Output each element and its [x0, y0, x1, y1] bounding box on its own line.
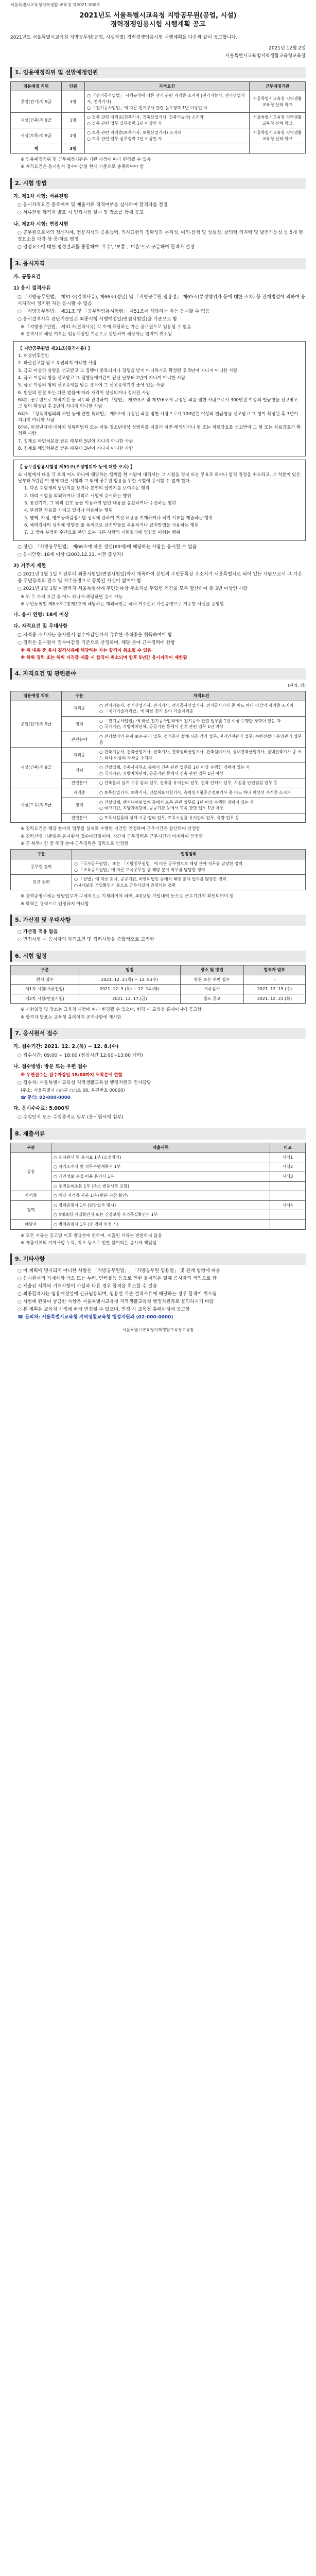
- cell-workplace: 서울특별시교육청 지역생활교육청 산하 학교: [250, 113, 306, 128]
- cell-date: 2021. 12. 17.(금): [79, 994, 181, 1004]
- col-kind: 구분: [11, 1143, 51, 1153]
- paragraph: ○ 자격증 소지자는 응시원서 접수마감일까지 유효한 자격증을 취득하여야 함: [17, 632, 172, 638]
- cell-kind: 민간 경력: [11, 875, 72, 890]
- cell-requirements: ○ 건축 관련 자격증(건축기사, 건축산업기사, 건축기능사) 소지자 ○ 건축 관련 업무 실무경력 1년 이상인 자: [85, 113, 250, 128]
- cell-kind: 관련분야: [62, 813, 97, 823]
- footer-org: 서울특별시교육청지역생활교육청교육장: [122, 1328, 194, 1333]
- cell-text: ○ 건축기능사, 건축산업기사, 건축기사, 건축설비산업기사, 건축설비기사, 실내건축산업기사, 실내건축기사 중 어느 하나 이상의 자격증 소지자: [97, 748, 306, 763]
- cell-document: ○ 경력증명서 1부 (담당업무 명시): [51, 1200, 270, 1210]
- cell-document: ○ 응시원서 및 응시표 1부 (소정양식): [51, 1153, 270, 1162]
- paragraph: ○ 접수시간: 09:00 ~ 18:00 (점심시간 12:00~13:00 제외): [17, 1053, 143, 1058]
- note: ※ 경력증명서에는 담당업무가 구체적으로 기재되어야 하며, 4대보험 가입내역 등으로 근무기간이 확인되어야 함: [21, 894, 234, 900]
- cell-kind: 공무원 경력: [11, 859, 72, 874]
- paragraph: ○ 최종합격자는 임용예정일에 신규임용되며, 임용일 기준 결격사유에 해당하는 경우 합격이 취소됨: [17, 1292, 217, 1297]
- col-workplace: 근무예정기관: [250, 81, 306, 91]
- section-3-title: 3. 응시자격: [10, 258, 306, 269]
- paragraph: ○ 평정요소에 대한 평정결과를 종합하여 '우수', '보통', '미흡'으로 구분하여 합격자 결정: [17, 245, 195, 250]
- box-line: 6. 법원의 판결 또는 다른 법률에 따라 자격이 상실되거나 정지된 사람: [18, 390, 150, 396]
- col-scope: 인정범위: [72, 850, 306, 859]
- subsection-title: 나. 응시 연령: 18세 이상: [13, 612, 69, 618]
- note: ※ 경력산정 기준일은 응시원서 접수마감일이며, 시간제 근무경력은 근무시간에 비례하여 인정함: [21, 834, 203, 839]
- cell-kind: 경력: [11, 1200, 51, 1219]
- paragraph: ○ 본 계획은 교육청 사정에 따라 변경될 수 있으며, 변경 시 교육청 홈페이지에 공고함: [17, 1307, 190, 1313]
- address: (주소: 서울특별시 ○○구 ○○로 00, 우편번호 00000): [21, 1088, 125, 1093]
- positions-table: [10, 81, 306, 154]
- title-line-2: 경력경쟁임용시험 시행계획 공고: [110, 21, 206, 29]
- cell-kind: 자격증: [11, 1191, 51, 1201]
- cell-place: 방문 또는 우편 접수: [180, 975, 243, 985]
- table-row: [11, 994, 306, 1004]
- paragraph: ○ 응시원서의 기재사항 착오 또는 누락, 연락불능 등으로 인한 불이익은 일체 응시자의 책임으로 함: [17, 1276, 217, 1282]
- box-line: 7. 징계로 파면처분을 받은 때부터 5년이 지나지 아니한 사람: [18, 438, 133, 444]
- paragraph: ○ 면접시험 시 응시자의 자격요건 및 경력사항을 종합적으로 고려함: [17, 937, 154, 942]
- intro-text: 2021년도 서울특별시교육청 지방공무원(공업, 시설직렬) 경력경쟁임용시험 시행계획을 다음과 같이 공고합니다.: [10, 35, 238, 40]
- paragraph: ○ 「지방공무원법」 제31조(결격사유), 제66조(정년) 및 「지방공무원 임용령」 제65조(부정행위자 등에 대한 조치) 등 관계법령에 의하여 응시자격이 정지된 자는 응시할 수 없음: [17, 294, 306, 307]
- qualifications-table: [10, 691, 306, 823]
- section-8-title: 8. 제출서류: [10, 1128, 306, 1140]
- notice-date: 2021년 12월 2일: [269, 45, 306, 51]
- cell-note: 서식4: [270, 1200, 306, 1210]
- contact-phone: ☎ 문의: 02-000-0000: [21, 1095, 71, 1101]
- paragraph: ○ 정년: 「지방공무원법」 제66조에 따른 정년(60세)에 해당하는 사람은 응시할 수 없음: [17, 544, 197, 550]
- subsection-title: 2) 거주지 제한: [13, 563, 46, 569]
- table-caption: (단위: 명): [288, 683, 306, 688]
- cell-kind: 경력: [62, 716, 97, 732]
- cell-text: ○ 건축물의 설계·시공·감리 업무, 건축물 유지관리 업무, 건축 인허가 업무, 시설물 안전점검 업무 등: [97, 778, 306, 788]
- cell-result: 2021. 12. 21.(화): [243, 994, 305, 1004]
- table-row: [11, 748, 306, 763]
- box-line: ① 시험에서 다음 각 호의 어느 하나에 해당하는 행위를 한 사람에 대해서는 그 시험을 정지 또는 무효로 하거나 합격 결정을 취소하고, 그 처분이 있은 날부터 5년간 이 영에 따른 시험과 그 밖에 공무원 임용을 위한 시험에 응시할 수 없게 한다.: [18, 472, 301, 484]
- cell-date: 2021. 12. 9.(목) ~ 12. 14.(화): [79, 985, 181, 994]
- paragraph: ○ 응시연령: 18세 이상 (2003.12.31. 이전 출생자): [17, 552, 124, 557]
- paragraph: ○ 공무원으로서의 정신자세, 전문지식과 응용능력, 의사표현의 정확성과 논리성, 예의·품행 및 성실성, 창의력·의지력 및 발전가능성 등 5개 평정요소를 각각 상·중·하로 평정: [17, 230, 303, 243]
- cell-note: [270, 1219, 306, 1229]
- cell-document: ○ 자기소개서 및 직무수행계획서 1부: [51, 1162, 270, 1172]
- col-requirements: 자격요건: [85, 81, 250, 91]
- table-row: [11, 1191, 306, 1201]
- cell-workplace: 서울특별시교육청 지역생활교육청 산하 학교: [250, 128, 306, 144]
- disqualification-box: [13, 341, 306, 457]
- table-row: [11, 113, 306, 128]
- paragraph: ○ 서류전형 합격자 발표 시 면접시험 일시 및 장소를 함께 공고: [17, 210, 144, 216]
- cell-requirements: ○ 「전기공사업법」 시행규칙에 따른 전기 관련 자격증 소지자 (전기기능사, 전기산업기사, 전기기사) ○ 「전기공사업법」에 따른 전기공사 관련 실무경력 1년 이상인 자: [85, 91, 250, 113]
- table-row: [11, 91, 306, 113]
- cell-document: ○ 해당 자격증 사본 1부 (원본 지참 확인): [51, 1191, 270, 1201]
- cell-total-label: 계: [11, 144, 62, 154]
- subsection-title: 나. 접수방법: 방문 또는 우편 접수: [13, 1063, 87, 1070]
- cell-text: ○ 토목시설물의 설계·시공·감리 업무, 토목시설물 유지관리 업무, 측량 업무 등: [97, 813, 306, 823]
- box-line: 4. 부정한 자료를 가지고 있거나 이용하는 행위: [24, 508, 113, 514]
- section-5-title: 5. 가산점 및 우대사항: [10, 914, 306, 926]
- box-line: 6의3. 「성폭력범죄의 처벌 등에 관한 특례법」 제2조에 규정된 죄를 범한 사람으로서 100만원 이상의 벌금형을 선고받고 그 형이 확정된 후 3년이 지나지 아니한 사람: [18, 411, 299, 423]
- table-row: [11, 701, 306, 716]
- col-place: 장소 및 방법: [180, 965, 243, 975]
- note: ※ 임용예정직위 및 근무예정기관은 기관 사정에 따라 변경될 수 있음: [21, 157, 151, 163]
- cell-place: 서류심사: [180, 985, 243, 994]
- cell-count: 1명: [62, 113, 85, 128]
- schedule-table: [10, 965, 306, 1004]
- cell-text: ○ 전기기능사, 전기산업기사, 전기기사, 전기공사산업기사, 전기공사기사 중 어느 하나 이상의 자격증 소지자 ○ 「국가기술자격법」에 따른 전기 분야 기술자격증: [97, 701, 306, 716]
- cell-kind: 관련분야: [62, 732, 97, 747]
- paragraph: ○ 이 계획에 명시되지 아니한 사항은 「지방공무원법」, 「지방공무원 임용령」 및 관계 법령에 따름: [17, 1268, 221, 1274]
- cell-note: 서식1: [270, 1153, 306, 1162]
- table-row: [11, 1210, 306, 1220]
- table-row: [11, 985, 306, 994]
- issuing-org: 서울특별시교육청지역생활교육청교육장: [225, 53, 306, 59]
- box-line: 5. 병역, 가점, 영어능력검정시험 성적에 관하여 거짓 내용을 기재하거나 허위 서류를 제출하는 행위: [24, 515, 213, 521]
- cell-result: 2021. 12. 15.(수): [243, 985, 305, 994]
- section-9-title: 9. 기타사항: [10, 1253, 306, 1265]
- table-row: [11, 1162, 306, 1172]
- table-row: [11, 1181, 306, 1191]
- box-line: 1. 피성년후견인: [18, 353, 49, 359]
- note: ※ 결격사유 해당 여부는 임용예정일 기준으로 판단하며 해당자는 합격이 취소됨: [21, 332, 172, 337]
- col-qualification: 자격요건: [97, 691, 306, 701]
- table-row: [11, 128, 306, 144]
- box-line: 6. 체력검사의 성적에 영향을 줄 목적으로 금지약물을 복용하거나 금지방법을 사용하는 행위: [24, 522, 199, 528]
- box-title: 【 지방공무원법 제31조(결격사유) 】: [18, 346, 93, 351]
- note: ※ 제출서류의 기재사항 누락, 착오 등으로 인한 불이익은 응시자 책임임: [21, 1240, 157, 1246]
- note: ※ 위 두 가지 요건 중 어느 하나에 해당하면 응시 가능: [21, 594, 123, 600]
- col-kind: 구분: [11, 850, 72, 859]
- cell-note: 서식2: [270, 1162, 306, 1172]
- cell-kind: 자격증: [62, 701, 97, 716]
- note: ※ 군 복무기간 중 해당 분야 근무경력은 경력으로 인정함: [21, 841, 129, 847]
- cell-place: 별도 공고: [180, 994, 243, 1004]
- table-row: [11, 788, 306, 798]
- paragraph: ○ 시험에 관하여 궁금한 사항은 서울특별시교육청 지역생활교육청 행정지원과로 문의하시기 바람: [17, 1299, 214, 1305]
- note: ※ 경력요건은 해당 분야의 업무를 실제로 수행한 기간만 인정하며 근무기간은 합산하여 산정함: [21, 826, 200, 832]
- warning-note: ※ 위 내용 중 응시 결격사유에 해당하는 자는 합격이 취소될 수 있음: [21, 648, 152, 653]
- paragraph: ○ 접수처: 서울특별시교육청 지역생활교육청 행정지원과 인사담당: [17, 1080, 151, 1086]
- warning-note: ※ 허위 경력 또는 허위 자격증 제출 시 합격이 취소되며 향후 5년간 응시자격이 제한됨: [21, 655, 187, 661]
- cell-document: ○ 병적증명서 1부 (군 경력 인정 시): [51, 1219, 270, 1229]
- table-row: [11, 1200, 306, 1210]
- paragraph: ○ 수입인지 또는 수입증지로 납부 (응시원서에 첨부): [17, 1115, 124, 1121]
- subsection-title: 가. 접수기간: 2021. 12. 2.(목) ~ 12. 8.(수): [13, 1043, 119, 1049]
- cell-note: [270, 1210, 306, 1220]
- subsection-title: 가. 공통요건: [13, 274, 41, 280]
- section-6-title: 6. 시험 일정: [10, 951, 306, 962]
- col-note: 비고: [270, 1143, 306, 1153]
- cell-note: [270, 1181, 306, 1191]
- cell-position: 시설(건축)직 9급: [11, 748, 62, 788]
- cell-position: 시설(토목)직 9급: [11, 788, 62, 823]
- section-7-title: 7. 응시원서 접수: [10, 1028, 306, 1039]
- box-line: 7. 그 밖에 부정한 수단으로 본인 또는 다른 사람의 시험결과에 영향을 미치는 행위: [24, 530, 181, 536]
- cell-total-count: 3명: [62, 144, 85, 154]
- box-line: 4. 금고 이상의 형을 선고받고 그 집행유예기간이 끝난 날부터 2년이 지나지 아니한 사람: [18, 375, 186, 381]
- cell-position: 시설(토목)직 9급: [11, 128, 62, 144]
- box-title: 【 공무원임용시험령 제51조(부정행위자 등에 대한 조치) 】: [18, 465, 135, 470]
- cell-kind: 제1차 시험(서류전형): [11, 985, 79, 994]
- cell-text: ○ 「국가공무원법」 또는 「지방공무원법」에 따른 공무원으로 해당 분야 직무를 담당한 경력 ○ 「교육공무원법」에 따른 교육공무원 중 해당 분야 직무를 담당한 경력: [72, 859, 306, 874]
- cell-document: ○ 4대보험 가입확인서 또는 건강보험 자격득실확인서 1부: [51, 1210, 270, 1220]
- cell-kind: 원서 접수: [11, 975, 79, 985]
- note: ※ 학력은 경력으로 인정하지 아니함: [21, 901, 89, 907]
- document-title: [10, 11, 306, 29]
- subsection-title: 나. 제2차 시험: 면접시험: [13, 221, 68, 227]
- note: ※ 모든 서류는 공고일 이후 발급분에 한하며, 제출된 서류는 반환하지 않음: [21, 1233, 162, 1239]
- table-row: [11, 1172, 306, 1181]
- documents-table: [10, 1143, 306, 1229]
- cell-text: ○ 건설업체, 건축사사무소 등에서 건축 관련 업무를 1년 이상 수행한 경력이 있는 자 ○ 국가기관, 지방자치단체, 공공기관 등에서 건축 관련 업무 1년 이상: [97, 763, 306, 778]
- col-position: 임용예정 직위: [11, 81, 62, 91]
- subsection-title: 1) 응시 결격사유: [13, 285, 51, 292]
- section-4-title: 4. 자격요건 및 관련분야: [10, 668, 306, 680]
- paragraph: ○ 응시결격사유 판단기준일은 최종시험 시행예정일(면접시험일)을 기준으로 함: [17, 317, 178, 323]
- table-row: [11, 1219, 306, 1229]
- cell-kind: 관련분야: [62, 778, 97, 788]
- cell-kind: 공통: [11, 1153, 51, 1191]
- table-total-row: [11, 144, 306, 154]
- cell-date: 2021. 12. 2.(목) ~ 12. 8.(수): [79, 975, 181, 985]
- cell-position: 공업(전기)직 9급: [11, 701, 62, 748]
- warning-note: ※ 우편접수는 접수마감일 18:00까지 도착분에 한함: [21, 1073, 122, 1078]
- box-line: 5. 금고 이상의 형의 선고유예를 받은 경우에 그 선고유예기간 중에 있는 사람: [18, 383, 165, 388]
- paragraph: ○ 2021년 1월 1일 이전부터 최종시험일(면접시험일)까지 계속하여 본인의 주민등록상 주소지가 서울특별시로 되어 있는 사람으로서 그 기간 중 주민등록의 말소 및 거주불명으로 등록된 사실이 없어야 함: [17, 572, 302, 584]
- section-2-title: 2. 시험 방법: [10, 178, 306, 189]
- cell-kind: 제2차 시험(면접시험): [11, 994, 79, 1004]
- cell-kind: 자격증: [62, 788, 97, 798]
- note: ※ 주민등록법 제6조제1항제3호에 해당하는 재외국민은 국내 거소신고 사실증명으로 거주한 사실을 증명함: [21, 601, 224, 607]
- cell-note: [270, 1191, 306, 1201]
- cell-document: ○ 개인정보 수집·이용 동의서 1부: [51, 1172, 270, 1181]
- paragraph: ○ 「지방공무원법」 제31조 및 「공무원임용시험령」 제51조에 해당하는 자는 응시할 수 없음: [17, 309, 210, 314]
- paragraph: ○ 응시자격요건 충족여부 및 제출서류 적격여부를 심사하여 합격자를 결정: [17, 202, 168, 208]
- table-row: [11, 875, 306, 890]
- box-line: 8. 징계로 해임처분을 받은 때부터 3년이 지나지 아니한 사람: [18, 446, 133, 452]
- title-line-1: 2021년도 서울특별시교육청 지방공무원(공업, 시설): [79, 11, 237, 20]
- cell-kind: 자격증: [62, 748, 97, 763]
- cell-count: 1명: [62, 91, 85, 113]
- box-line: 2. 파산선고를 받고 복권되지 아니한 사람: [18, 361, 97, 366]
- career-table: [10, 849, 306, 890]
- note: ※ 자격요건은 응시원서 접수마감일 현재 기준으로 충족하여야 함: [21, 164, 144, 170]
- cell-result: -: [243, 975, 305, 985]
- note: ※ 시험일정 및 장소는 교육청 사정에 따라 변경될 수 있으며, 변경 시 교육청 홈페이지에 공고함: [21, 1007, 202, 1013]
- cell-position: 공업(전기)직 9급: [11, 91, 62, 113]
- cell-kind: 해당자: [11, 1219, 51, 1229]
- cell-note: 서식3: [270, 1172, 306, 1181]
- cell-document: ○ 주민등록초본 1부 (주소 변동사항 포함): [51, 1181, 270, 1191]
- col-kind: 구분: [62, 691, 97, 701]
- cell-workplace: 서울특별시교육청 지역생활교육청 산하 학교: [250, 91, 306, 113]
- cell-text: ○ 「전기공사업법」에 따른 전기공사업체에서 전기공사 관련 업무를 1년 이상 수행한 경력이 있는 자 ○ 국가기관, 지방자치단체, 공공기관 등에서 전기 관련 업무 1년 이상: [97, 716, 306, 732]
- cell-requirements: ○ 토목 관련 자격증(토목기사, 토목산업기사) 소지자 ○ 토목 관련 업무 실무경력 1년 이상인 자: [85, 128, 250, 144]
- note: ※ 「지방공무원법」 제31조(결격사유) 각 호에 해당하는 자는 공무원으로 임용될 수 없음: [21, 325, 191, 330]
- box-line: 3. 금고 이상의 실형을 선고받고 그 집행이 종료되거나 집행을 받지 아니하기로 확정된 후 5년이 지나지 아니한 사람: [18, 368, 238, 374]
- cell-text: ○ 전기설비의 유지·보수·관리 업무, 전기공사 설계·시공·감리 업무, 전기안전관리 업무, 수변전설비 운영관리 업무 등: [97, 732, 306, 747]
- box-line: 6의2. 공무원으로 재직기간 중 직무와 관련하여 「형법」 제355조 및 제356조에 규정된 죄를 범한 사람으로서 300만원 이상의 벌금형을 선고받고 그 형이 확정된 후 2년이 지나지 아니한 사람: [18, 397, 298, 410]
- col-document: 제출서류: [51, 1143, 270, 1153]
- note: ※ 합격자 발표는 교육청 홈페이지 공지사항에 게시함: [21, 1014, 121, 1020]
- box-line: 1. 다른 수험생의 답안지를 보거나 본인의 답안지를 보여주는 행위: [24, 486, 150, 492]
- cell-text: ○ 건설업체, 엔지니어링업체 등에서 토목 관련 업무를 1년 이상 수행한 경력이 있는 자 ○ 국가기관, 지방자치단체, 공공기관 등에서 토목 관련 업무 1년 이상: [97, 798, 306, 813]
- cell-kind: 경력: [62, 798, 97, 813]
- paragraph: ○ 제출된 서류의 기재사항이 사실과 다른 경우 합격을 취소할 수 있음: [17, 1284, 157, 1290]
- col-result: 합격자 발표: [243, 965, 305, 975]
- paragraph: ○ 가산점 적용 없음: [17, 929, 58, 935]
- misconduct-box: [13, 460, 306, 540]
- cell-text: ○ 토목산업기사, 토목기사, 건설재료시험기사, 측량및지형공간정보기사 중 어느 하나 이상의 자격증 소지자: [97, 788, 306, 798]
- paragraph: ○ 2021년 1월 1일 이전까지 서울특별시에 주민등록상 주소지를 두었던 기간을 모두 합산하여 총 3년 이상인 사람: [17, 586, 248, 592]
- document-page: [10, 0, 306, 1333]
- cell-kind: 경력: [62, 763, 97, 778]
- col-count: 인원: [62, 81, 85, 91]
- table-row: [11, 859, 306, 874]
- subsection-title: 다. 자격요건 및 우대사항: [13, 623, 68, 629]
- box-line: 2. 대리 시험을 의뢰하거나 대리로 시험에 응시하는 행위: [24, 493, 131, 499]
- cell-position: 시설(건축)직 9급: [11, 113, 62, 128]
- subsection-title: 다. 응시수수료: 5,000원: [13, 1106, 69, 1112]
- col-date: 일정: [79, 965, 181, 975]
- col-position: 임용예정 직위: [11, 691, 62, 701]
- contact-info: ☎ 문의처: 서울특별시교육청 지역생활교육청 행정지원과 (02-000-0000): [17, 1315, 173, 1320]
- col-kind: 구분: [11, 965, 79, 975]
- cell-count: 1명: [62, 128, 85, 144]
- section-1-title: 1. 임용예정직위 및 선발예정인원: [10, 67, 306, 78]
- table-row: [11, 1153, 306, 1162]
- table-row: [11, 975, 306, 985]
- box-line: 3. 통신기기, 그 밖의 신호 등을 이용하여 답안 내용을 송신하거나 수신하는 행위: [24, 500, 177, 506]
- document-number: 서울특별시교육청지역생활·교육정 제2021-000호: [10, 3, 100, 7]
- paragraph: ○ 경력은 응시원서 접수마감일 기준으로 산정하며, 해당 분야 근무경력에 한함: [17, 640, 175, 646]
- subsection-title: 가. 제1차 시험: 서류전형: [13, 193, 68, 199]
- cell-text: ○ 「상법」에 따른 회사, 공공기관, 비영리법인 등에서 해당 분야 업무를 담당한 경력 ○ 4대보험 가입확인서 등으로 근무사실이 증명되는 경력: [72, 875, 306, 890]
- box-line: 6의4. 미성년자에 대하여 성폭력범죄 또는 아동·청소년대상 성범죄를 저질러 파면·해임되거나 형 또는 치료감호를 선고받아 그 형 또는 치료감호가 확정된 사람: [18, 425, 301, 437]
